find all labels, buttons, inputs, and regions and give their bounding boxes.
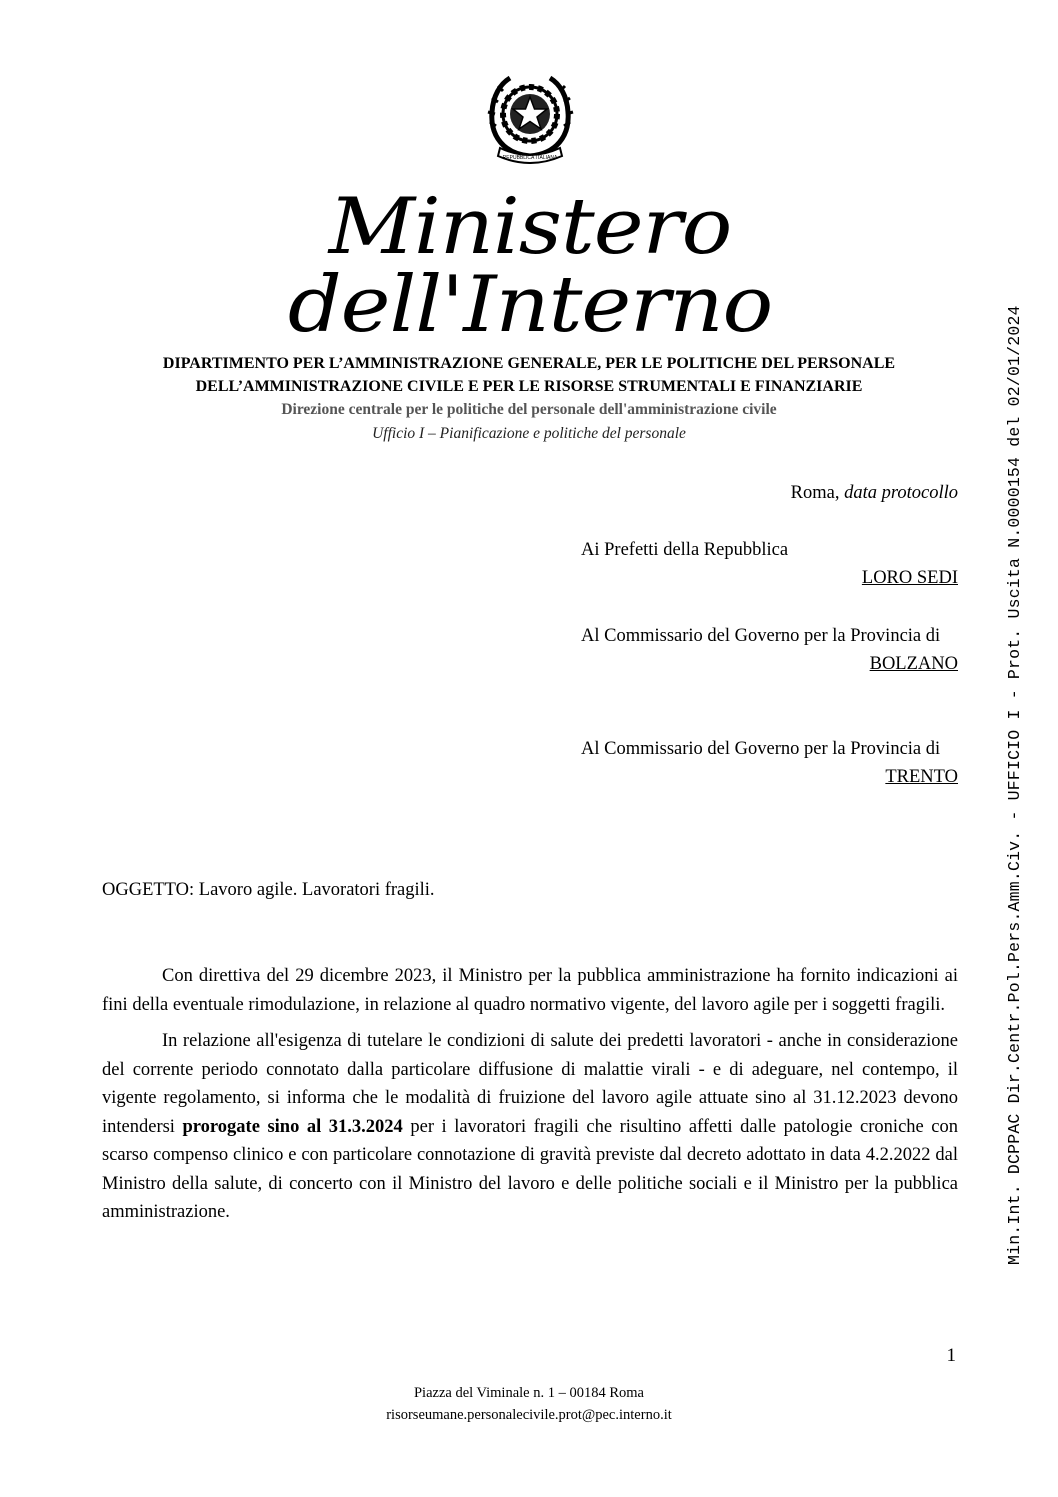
extension-date-highlight: prorogate sino al 31.3.2024 — [182, 1116, 403, 1137]
addressee-block — [581, 536, 958, 592]
italian-republic-emblem — [486, 66, 574, 164]
body-paragraph-1: Con direttiva del 29 dicembre 2023, il Ministro per la pubblica amministrazione ha fornito indicazioni ai fini della eventuale rimodulazione, in relazione al quadro normativo vigente, del lavoro agile per i soggetti fragili. — [102, 966, 958, 1015]
department-line-2: DELL’AMMINISTRAZIONE CIVILE E PER LE RISORSE STRUMENTALI E FINANZIARIE — [195, 378, 863, 395]
addressee-text: Al Commissario del Governo per la Provincia di — [581, 626, 941, 646]
date: data protocollo — [844, 483, 958, 503]
footer — [0, 1382, 1058, 1426]
ministry-name: Ministero dell'Interno — [287, 182, 773, 350]
addressee-block — [581, 735, 958, 791]
body-paragraph-2 — [102, 1027, 958, 1227]
footer-email: risorseumane.personalecivile.prot@pec.interno.it — [386, 1407, 672, 1423]
footer-address: Piazza del Viminale n. 1 – 00184 Roma — [413, 1385, 644, 1401]
addressee-destination: BOLZANO — [869, 654, 958, 674]
office-name: Ufficio I – Pianificazione e politiche del personale — [372, 425, 686, 442]
addressee-destination: TRENTO — [885, 767, 958, 787]
subject-line: OGGETTO: Lavoro agile. Lavoratori fragili. — [102, 880, 435, 900]
place: Roma, — [790, 483, 840, 503]
addressee-text: Al Commissario del Governo per la Provincia di — [581, 739, 941, 759]
body-paragraph-2-text-end: per i lavoratori fragili che risultino affetti dalle patologie croniche con scarso compenso clinico e con particolare connotazione di gravità previste dal decreto adottato in data 4.2.2022 dal Ministro della salute, di concerto con il Ministro del lavoro e delle politiche sociali e il Ministro per la pubblica amministrazione. — [102, 1116, 958, 1222]
department-heading — [100, 352, 958, 398]
addressee-destination: LORO SEDI — [861, 568, 958, 588]
page-number: 1 — [946, 1345, 956, 1366]
addressee-block — [581, 622, 958, 678]
body-paragraph-2-text: In relazione all'esigenza di tutelare le condizioni di salute dei predetti lavoratori - anche in considerazione del corrente periodo connotato dalla particolare diffusione di malattie virali - e di adeguare, nel contempo, il vigente regolamento, si informa che le modalità di fruizione del lavoro agile attuate sino al 31.12.2023 devono intendersi — [102, 1031, 958, 1137]
department-line-1: DIPARTIMENTO PER L’AMMINISTRAZIONE GENERALE, PER LE POLITICHE DEL PERSONALE — [162, 355, 896, 372]
letter-body — [102, 962, 958, 1235]
place-date — [791, 483, 958, 504]
direction-name: Direzione centrale per le politiche del personale dell'amministrazione civile — [281, 401, 777, 418]
addressee-text: Ai Prefetti della Repubblica — [581, 540, 789, 560]
protocol-stamp: Min.Int. DCPPAC Dir.Centr.Pol.Pers.Amm.Civ. - UFFICIO I - Prot. Uscita N.0000154 del 02/01/2024 — [1005, 305, 1024, 1265]
emblem-ribbon-text: REPUBBLICA ITALIANA — [502, 155, 558, 161]
